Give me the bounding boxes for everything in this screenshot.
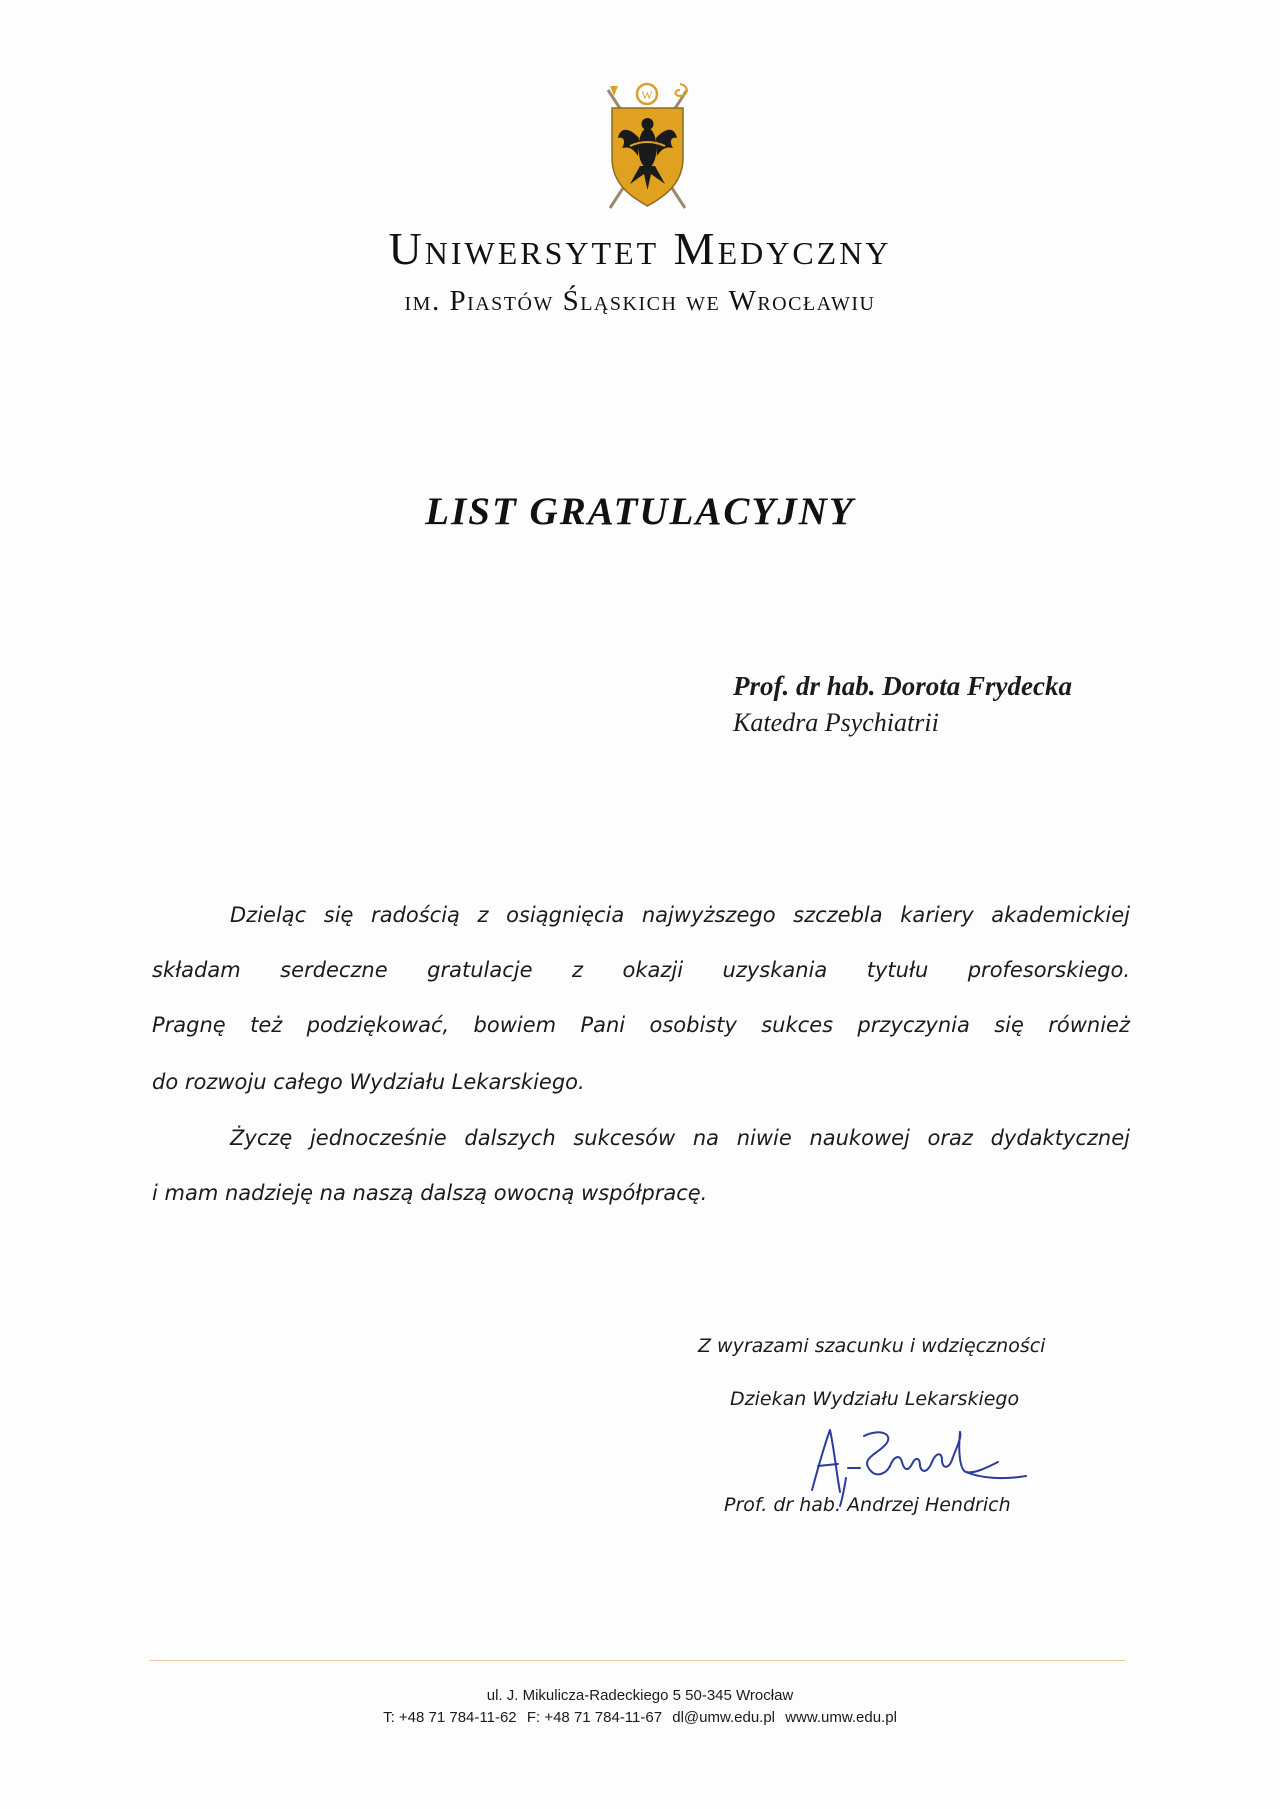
footer-phone: T: +48 71 784-11-62: [383, 1709, 517, 1726]
footer-divider: [150, 1660, 1125, 1661]
document-title: LIST GRATULACYJNY: [425, 490, 855, 533]
university-name: Uniwersytet Medyczny: [388, 223, 892, 274]
closing-role: Dziekan Wydziału Lekarskiego: [730, 1388, 1020, 1410]
body-line: składam serdeczne gratulacje z okazji uzyskania tytułu profesorskiego.: [152, 958, 1130, 982]
body-line: do rozwoju całego Wydziału Lekarskiego.: [152, 1070, 585, 1094]
footer-address: ul. J. Mikulicza-Radeckiego 5 50-345 Wrocław: [486, 1687, 794, 1704]
body-line: i mam nadzieję na naszą dalszą owocną współpracę.: [152, 1181, 708, 1205]
footer-contact: [0, 1710, 1280, 1725]
body-line: Dzieląc się radością z osiągnięcia najwyższego szczebla kariery akademickiej: [230, 903, 1130, 927]
footer-fax: F: +48 71 784-11-67: [526, 1709, 663, 1726]
university-subtitle: im. Piastów Śląskich we Wrocławiu: [404, 285, 876, 317]
footer-website[interactable]: www.umw.edu.pl: [785, 1709, 897, 1726]
body-line: Życzę jednocześnie dalszych sukcesów na niwie naukowej oraz dydaktycznej: [230, 1126, 1130, 1150]
signatory-name: Prof. dr hab. Andrzej Hendrich: [724, 1494, 1011, 1516]
university-crest-icon: [600, 80, 695, 215]
closing-regards: Z wyrazami szacunku i wdzięczności: [698, 1335, 1046, 1357]
body-line: Pragnę też podziękować, bowiem Pani osobisty sukces przyczynia się również: [152, 1013, 1130, 1037]
recipient-department: Katedra Psychiatrii: [733, 708, 939, 737]
footer-email[interactable]: dl@umw.edu.pl: [672, 1709, 776, 1726]
recipient-name: Prof. dr hab. Dorota Frydecka: [733, 671, 1072, 701]
svg-text:W: W: [641, 88, 653, 102]
